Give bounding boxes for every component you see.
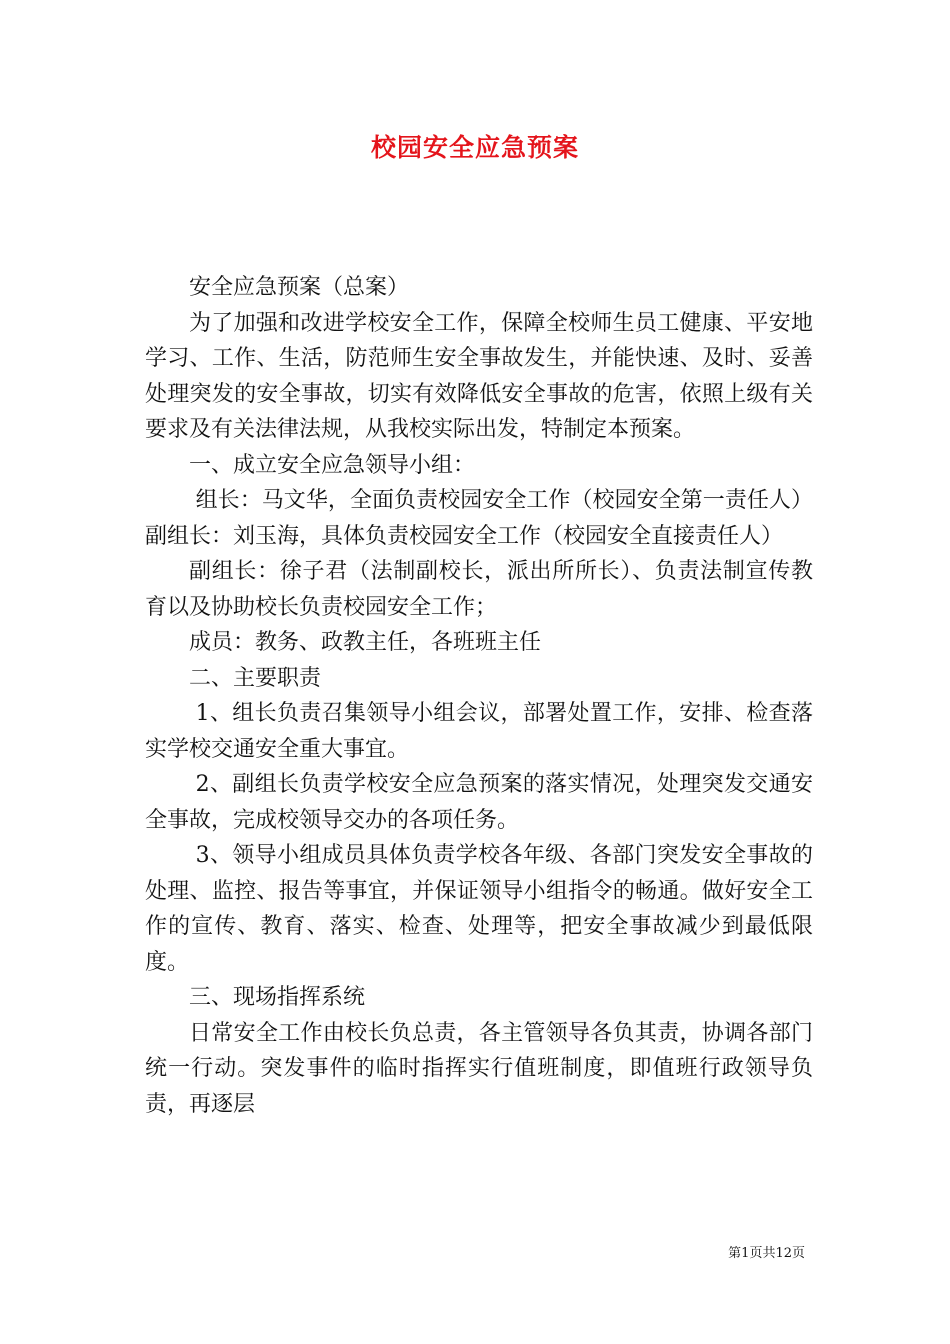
paragraph-plan-heading: 安全应急预案（总案） [189,275,410,300]
paragraph-deputy-leader: 副组长：徐子君（法制副校长，派出所所长）、负责法制宣传教育以及协助校长负责校园安全工作； [145,559,813,620]
paragraph-duty-2: 2、副组长负责学校安全应急预案的落实情况，处理突发交通安全事故，完成校领导交办的各项任务。 [145,772,813,833]
paragraph-duty-1: 1、组长负责召集领导小组会议，部署处置工作，安排、检查落实学校交通安全重大事宜。 [145,701,813,762]
section-heading-duties: 二、主要职责 [189,665,322,691]
paragraph-members: 成员：教务、政教主任，各班班主任 [189,630,542,655]
document-body [145,270,813,1122]
paragraph-intro: 为了加强和改进学校安全工作，保障全校师生员工健康、平安地学习、工作、生活，防范师生安全事故发生，并能快速、及时、妥善处理突发的安全事故，切实有效降低安全事故的危害，依照上级有关要求及有关法律法规，从我校实际出发，特制定本预案。 [145,310,813,442]
paragraph-duty-3: 3、领导小组成员具体负责学校各年级、各部门突发安全事故的处理、监控、报告等事宜，并保证领导小组指令的畅通。做好安全工作的宣传、教育、落实、检查、处理等，把安全事故减少到最低限度。 [145,843,813,975]
section-heading-command-system: 三、现场指挥系统 [189,985,366,1010]
page-number-footer: 第1页共12页 [728,1246,805,1261]
paragraph-group-leader: 组长：马文华，全面负责校园安全工作（校园安全第一责任人）副组长：刘玉海，具体负责校园安全工作（校园安全直接责任人） [145,488,813,549]
section-heading-leadership-group: 一、成立安全应急领导小组： [189,452,476,478]
document-title: 校园安全应急预案 [370,133,579,162]
paragraph-command-system: 日常安全工作由校长负总责，各主管领导各负其责，协调各部门统一行动。突发事件的临时指挥实行值班制度，即值班行政领导负责，再逐层 [145,1020,813,1117]
